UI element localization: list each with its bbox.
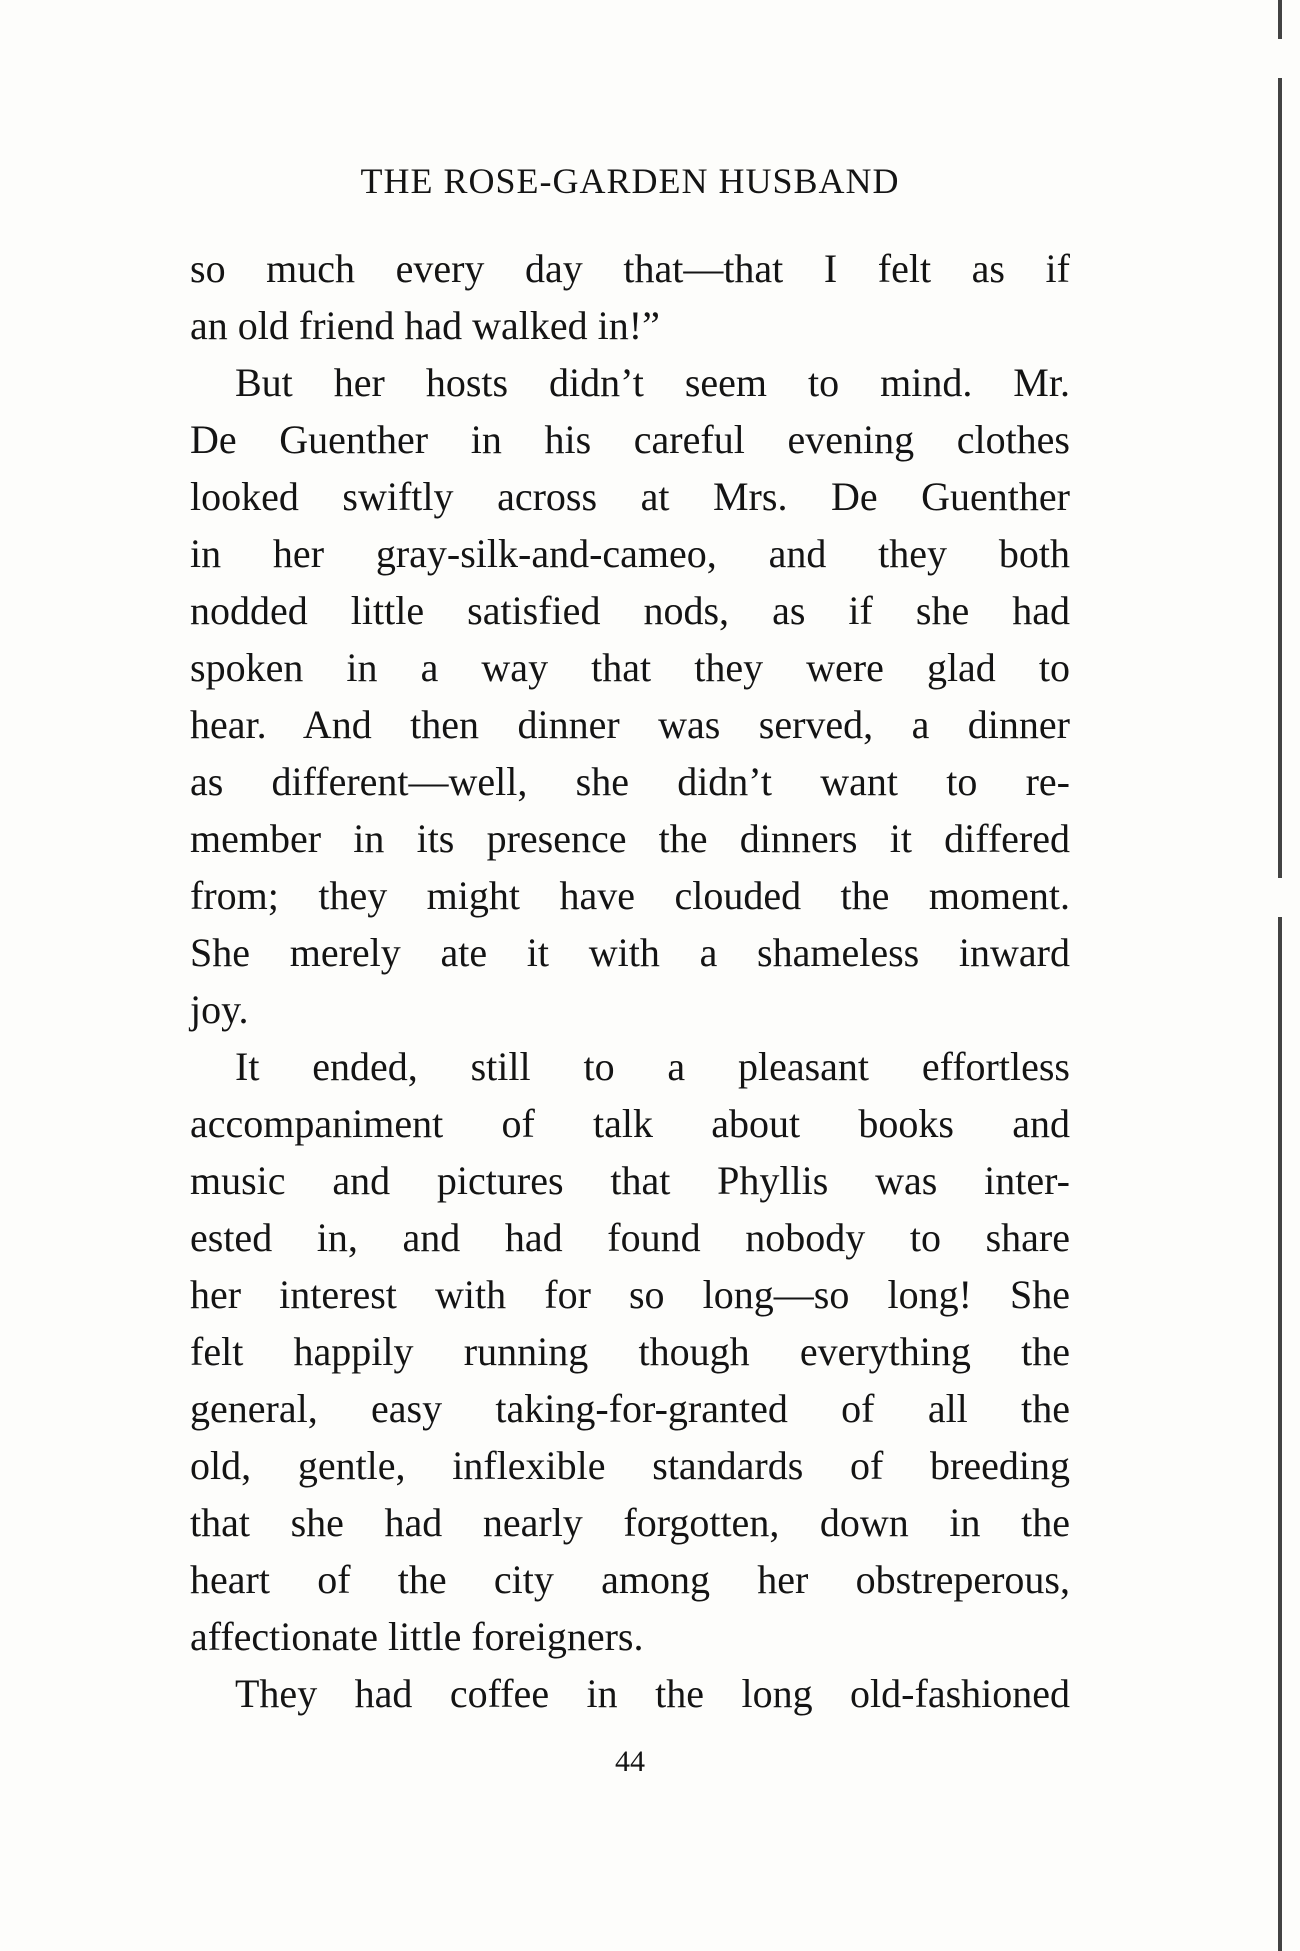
text-line: in her gray-silk-and-cameo, and they both bbox=[190, 531, 1070, 576]
text-line: felt happily running though everything the bbox=[190, 1329, 1070, 1374]
text-line: music and pictures that Phyllis was inter- bbox=[190, 1158, 1070, 1203]
text-line: an old friend had walked in!” bbox=[190, 303, 660, 348]
text-line: They had coffee in the long old-fashioned bbox=[235, 1671, 1070, 1716]
text-line: from; they might have clouded the moment. bbox=[190, 873, 1070, 918]
text-line: joy. bbox=[190, 987, 249, 1032]
text-line: that she had nearly forgotten, down in the bbox=[190, 1500, 1070, 1545]
text-line: as different—well, she didn’t want to re- bbox=[190, 759, 1070, 804]
text-line: But her hosts didn’t seem to mind. Mr. bbox=[235, 360, 1070, 405]
text-line: affectionate little foreigners. bbox=[190, 1614, 644, 1659]
text-line: De Guenther in his careful evening clothes bbox=[190, 417, 1070, 462]
text-line: ested in, and had found nobody to share bbox=[190, 1215, 1070, 1260]
text-line: hear. And then dinner was served, a dinner bbox=[190, 702, 1070, 747]
text-line: It ended, still to a pleasant effortless bbox=[235, 1044, 1070, 1089]
text-line: her interest with for so long—so long! She bbox=[190, 1272, 1070, 1317]
text-line: heart of the city among her obstreperous, bbox=[190, 1557, 1070, 1602]
text-line: so much every day that—that I felt as if bbox=[190, 246, 1070, 291]
text-line: old, gentle, inflexible standards of breeding bbox=[190, 1443, 1070, 1488]
body-text bbox=[190, 240, 1070, 1722]
text-line: looked swiftly across at Mrs. De Guenther bbox=[190, 474, 1070, 519]
text-line: member in its presence the dinners it differed bbox=[190, 816, 1070, 861]
running-head: THE ROSE-GARDEN HUSBAND bbox=[360, 161, 900, 201]
text-line: general, easy taking-for-granted of all the bbox=[190, 1386, 1070, 1431]
text-line: accompaniment of talk about books and bbox=[190, 1101, 1070, 1146]
binding-edge-decoration bbox=[1278, 0, 1282, 1951]
text-line: nodded little satisfied nods, as if she had bbox=[190, 588, 1070, 633]
page-number: 44 bbox=[615, 1745, 645, 1778]
text-line: spoken in a way that they were glad to bbox=[190, 645, 1070, 690]
text-line: She merely ate it with a shameless inward bbox=[190, 930, 1070, 975]
